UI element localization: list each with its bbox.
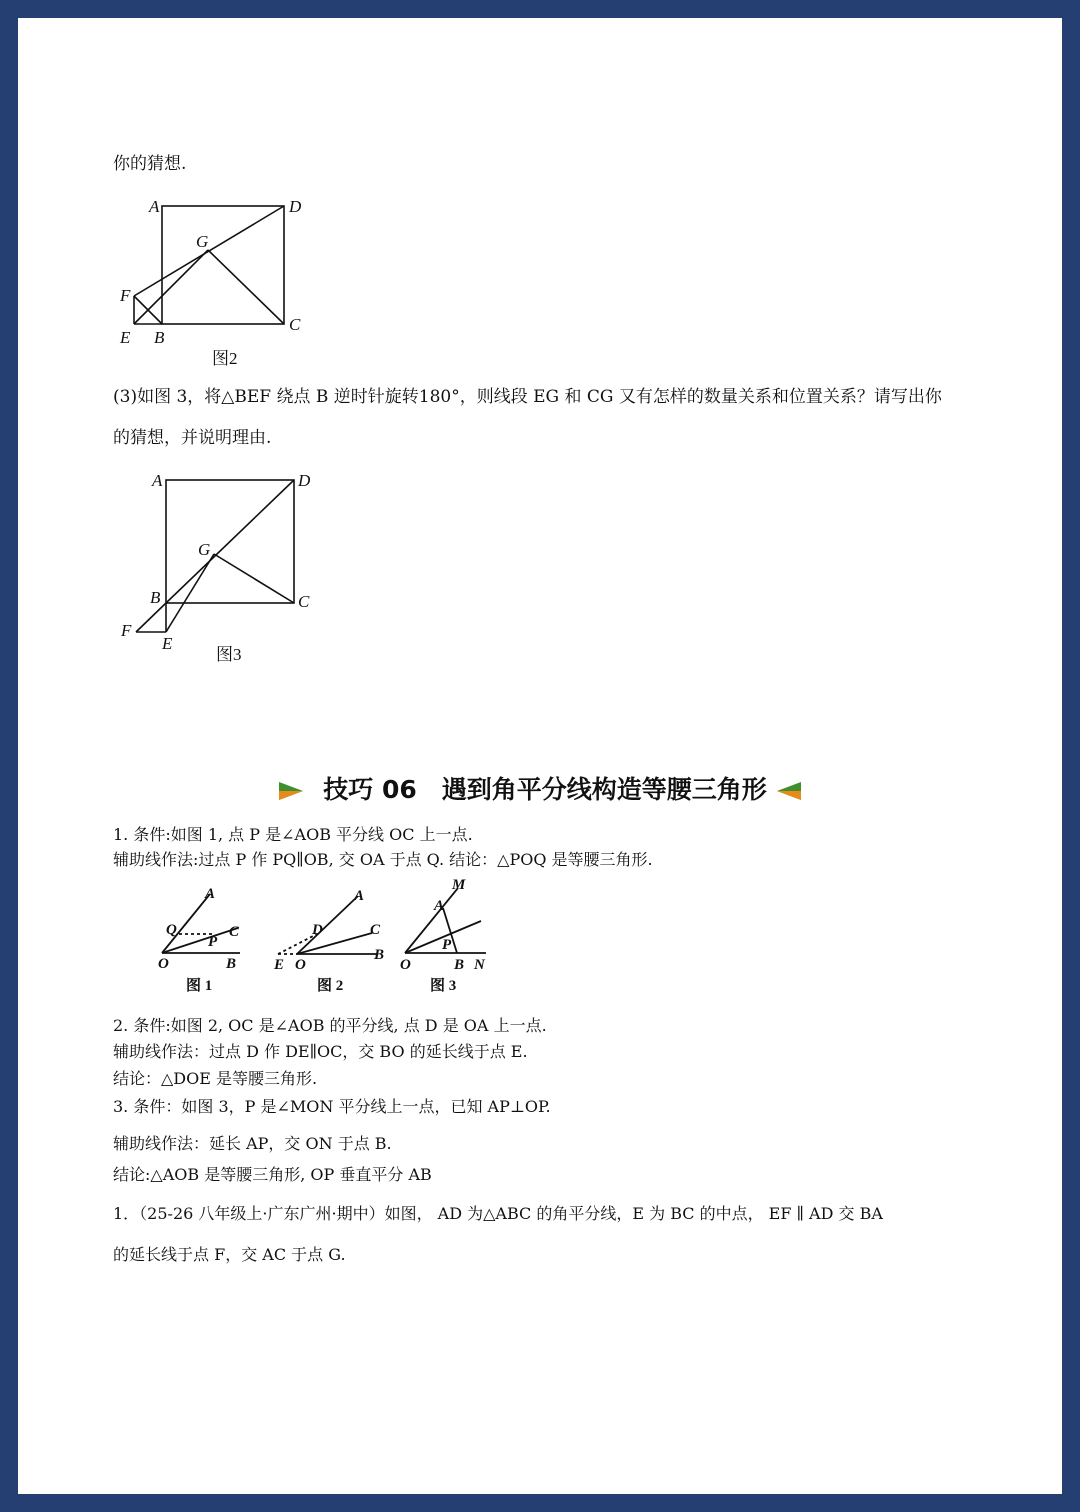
f2-label-b: B	[374, 947, 385, 963]
f3-label-m: M	[452, 877, 466, 893]
fig2-label-a: A	[149, 197, 160, 216]
fig2-label-b: B	[154, 328, 165, 347]
fig3-caption: 图3	[216, 645, 242, 664]
f3-label-n: N	[474, 957, 485, 973]
f1-label-o: O	[158, 956, 169, 972]
text-line-condition-3: 3. 条件：如图 3，P 是∠MON 平分线上一点，已知 AP⊥OP.	[113, 1097, 551, 1116]
text-line-aux-2: 辅助线作法：过点 D 作 DE∥OC，交 BO 的延长线于点 E.	[113, 1042, 528, 1061]
fig3-label-b: B	[150, 588, 161, 607]
fig3-label-f: F	[121, 621, 132, 640]
text-line-guess: 你的猜想.	[113, 154, 187, 174]
f1-label-p: P	[208, 934, 218, 950]
f3-label-a: A	[434, 898, 445, 914]
f3-caption: 图 3	[430, 978, 457, 994]
fig2-caption: 图2	[212, 349, 238, 368]
fig3-label-d: D	[298, 471, 311, 490]
figure-2	[110, 192, 320, 372]
f3-label-p: P	[442, 937, 452, 953]
f1-label-q: Q	[166, 922, 177, 938]
f3-label-o: O	[400, 957, 411, 973]
fig2-label-d: D	[289, 197, 302, 216]
small-fig-2	[278, 896, 378, 954]
fig3-label-e: E	[162, 634, 173, 653]
text-line-conclusion-3: 结论:△AOB 是等腰三角形, OP 垂直平分 AB	[113, 1165, 432, 1184]
fig2-label-c: C	[289, 315, 301, 334]
text-line-question-3-cont: 的猜想，并说明理由.	[113, 428, 272, 448]
f3-label-b: B	[454, 957, 465, 973]
fig3-label-g: G	[198, 540, 211, 559]
f2-caption: 图 2	[317, 978, 344, 994]
section-title-text: 技巧 06 遇到角平分线构造等腰三角形	[323, 775, 767, 804]
text-line-aux-1: 辅助线作法:过点 P 作 PQ∥OB, 交 OA 于点 Q. 结论：△POQ 是等腰三角形.	[113, 850, 653, 869]
play-arrow-icon	[277, 780, 305, 802]
figure-3	[110, 466, 320, 666]
text-line-problem-1: 1．（25-26 八年级上·广东广州·期中）如图， AD 为△ABC 的角平分线，E 为 BC 的中点， EF ∥ AD 交 BA	[113, 1204, 883, 1223]
f1-caption: 图 1	[186, 978, 213, 994]
text-line-condition-1: 1. 条件:如图 1, 点 P 是∠AOB 平分线 OC 上一点.	[113, 825, 473, 844]
section-title	[0, 770, 1080, 810]
reverse-arrow-icon	[775, 780, 803, 802]
fig3-label-a: A	[152, 471, 163, 490]
f2-label-e: E	[274, 957, 285, 973]
text-line-condition-2: 2. 条件:如图 2, OC 是∠AOB 的平分线, 点 D 是 OA 上一点.	[113, 1016, 547, 1035]
fig2-label-g: G	[196, 232, 209, 251]
fig3-label-c: C	[298, 592, 310, 611]
text-line-problem-1-cont: 的延长线于点 F，交 AC 于点 G.	[113, 1245, 346, 1264]
fig2-label-e: E	[120, 328, 131, 347]
text-line-conclusion-2: 结论：△DOE 是等腰三角形.	[113, 1069, 318, 1088]
f2-label-d: D	[312, 922, 323, 938]
fig2-label-f: F	[120, 286, 131, 305]
f2-label-a: A	[354, 888, 365, 904]
f1-label-c: C	[229, 924, 240, 940]
text-line-question-3: (3)如图 3，将△BEF 绕点 B 逆时针旋转180°，则线段 EG 和 CG 又有怎样的数量关系和位置关系？请写出你	[113, 387, 942, 407]
f1-label-a: A	[205, 886, 216, 902]
small-figures-row	[150, 876, 510, 998]
text-line-aux-3: 辅助线作法：延长 AP，交 ON 于点 B.	[113, 1134, 392, 1153]
f2-label-o: O	[295, 957, 306, 973]
f1-label-b: B	[226, 956, 237, 972]
f2-label-c: C	[370, 922, 381, 938]
